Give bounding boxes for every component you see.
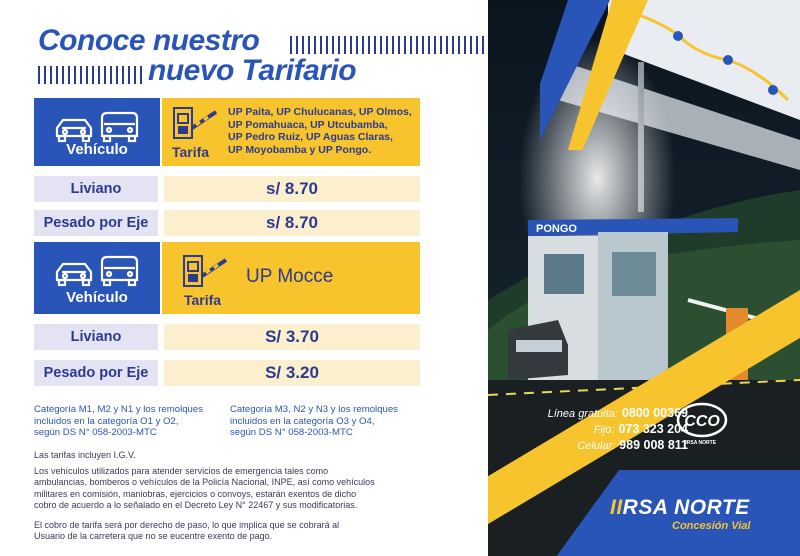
tarifa-label: Tarifa xyxy=(172,144,210,160)
vehicle-type-cell: Liviano xyxy=(34,176,158,202)
charge-note xyxy=(34,520,424,543)
title-stripes-bottom xyxy=(38,66,142,84)
vehicle-header xyxy=(34,98,160,166)
contact-value: 073 323 204 xyxy=(618,422,688,436)
vehicle-label: Vehículo xyxy=(66,289,128,306)
toll-booth-icon xyxy=(172,106,218,140)
note-line: según DS N° 058-2003-MTC xyxy=(230,427,353,438)
station-name: UP Mocce xyxy=(246,266,334,287)
vehicle-type-cell: Liviano xyxy=(34,324,158,350)
tarifa-label: Tarifa xyxy=(184,292,222,308)
category-note-heavy xyxy=(230,404,430,439)
station-line: UP Pomahuaca, UP Utcubamba, xyxy=(228,118,388,131)
contact-tollfree xyxy=(548,406,688,420)
contact-value: 0800 00369 xyxy=(621,406,688,420)
price-cell: S/ 3.70 xyxy=(164,324,420,350)
brand-logo xyxy=(610,496,750,520)
tarifa-header xyxy=(162,98,420,166)
cco-logo xyxy=(676,402,728,442)
contact-phone xyxy=(594,422,688,436)
note-line: Los vehículos utilizados para atender servicios de emergencia tales como xyxy=(34,466,329,476)
vehicle-label: Vehículo xyxy=(66,141,128,158)
contact-label: Línea gratuita: xyxy=(547,408,618,420)
note-line: cobro de acuerdo a lo señalado en el Decreto Ley N° 22467 y sus modificatorias. xyxy=(34,500,358,511)
cars-icon xyxy=(54,254,144,288)
cco-logo-text: CCO xyxy=(684,413,720,430)
note-line: militares en comisión, maniobras, ejercicios o convoys, estarán exentos de dicho xyxy=(34,488,357,499)
note-line: Categoría M3, N2 y N3 y los remolques xyxy=(230,404,398,415)
note-line: según DS N° 058-2003-MTC xyxy=(34,427,157,438)
brand-subtitle: Concesión Vial xyxy=(672,520,751,532)
vehicle-header xyxy=(34,242,160,314)
price-cell: s/ 8.70 xyxy=(164,210,420,236)
contact-label: Fijo: xyxy=(593,424,615,436)
title-line-1: Conoce nuestro xyxy=(38,24,260,57)
toll-booth-icon xyxy=(182,254,228,288)
brand-name: RSA NORTE xyxy=(622,496,750,519)
title-stripes-top xyxy=(290,36,486,54)
booth-sign-text: PONGO xyxy=(536,223,577,235)
contact-label: Celular: xyxy=(577,440,616,452)
igv-note: Las tarifas incluyen I.G.V. xyxy=(34,450,136,460)
contact-value: 989 008 811 xyxy=(619,438,688,452)
station-line: UP Pedro Ruiz, UP Aguas Claras, xyxy=(228,131,393,143)
price-cell: s/ 8.70 xyxy=(164,176,420,202)
category-note-light xyxy=(34,404,234,439)
cars-icon xyxy=(54,110,144,144)
station-line: UP Paita, UP Chulucanas, UP Olmos, xyxy=(228,106,412,118)
title-line-2: nuevo Tarifario xyxy=(148,54,357,87)
note-line: Categoría M1, M2 y N1 y los remolques xyxy=(34,404,204,415)
cco-logo-subtext: IIRSA NORTE xyxy=(684,440,717,446)
vehicle-type-cell: Pesado por Eje xyxy=(34,210,158,236)
contact-mobile xyxy=(577,438,688,452)
stations-list xyxy=(228,106,412,156)
vehicle-type-cell: Pesado por Eje xyxy=(34,360,158,386)
note-line: Usuario de la carretera que no se eucentre exento de pago. xyxy=(34,531,273,542)
note-line: El cobro de tarifa será por derecho de paso, lo que implica que se cobrará al xyxy=(34,520,340,530)
note-line: incluidos en la categoría O3 y O4, xyxy=(230,415,375,427)
price-cell: S/ 3.20 xyxy=(164,360,420,386)
station-line: UP Moyobamba y UP Pongo. xyxy=(228,143,372,156)
note-line: incluidos en la categoría O1 y O2, xyxy=(34,415,179,427)
tariff-block-2 xyxy=(34,242,420,392)
exemption-note xyxy=(34,466,424,512)
note-line: ambulancias, bomberos o vehículos de la Policía Nacional, INPE, así como vehículos xyxy=(34,477,375,488)
tarifa-header xyxy=(162,242,420,314)
brand-prefix: II xyxy=(610,496,623,519)
